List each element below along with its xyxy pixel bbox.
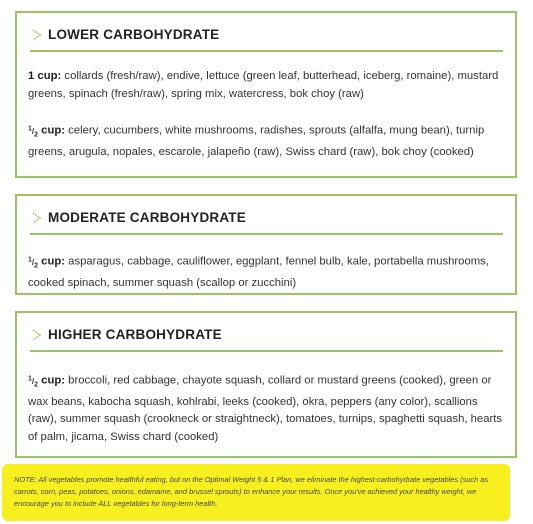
serving-amount: cup: xyxy=(38,255,66,268)
vegetable-list-text: broccoli, red cabbage, chayote squash, collard or mustard greens (cooked), green or wax beans, kabocha squash, kohlrabi, leeks (cooked), okra, peppers (any color), scallions (raw), summer squash (crookneck or straightneck), tomatoes, turnips, spaghetti squash, hearts of palm, jicama, Swiss chard (cooked) xyxy=(28,374,503,443)
fraction-half: $^1/_2$ xyxy=(28,125,39,139)
chevron-right-icon xyxy=(30,328,44,342)
serving-list xyxy=(28,68,507,103)
section-header xyxy=(30,209,503,235)
vegetable-list-text: collards (fresh/raw), endive, lettuce (green leaf, butterhead, iceberg, romaine), mustard greens, spinach (fresh/raw), spring mix, watercress, bok choy (raw) xyxy=(28,70,499,100)
vegetable-list-text: celery, cucumbers, white mushrooms, radishes, sprouts (alfalfa, mung bean), turnip greens, arugula, nopales, escarole, jalapeño (raw), Swiss chard (raw), bok choy (cooked) xyxy=(28,124,485,158)
section-title: MODERATE CARBOHYDRATE xyxy=(48,210,246,225)
fraction-half: $^1/_2$ xyxy=(28,375,39,389)
serving-list xyxy=(28,251,507,292)
fraction-half: $^1/_2$ xyxy=(28,256,39,270)
serving-list xyxy=(28,370,507,446)
serving-amount: cup: xyxy=(38,124,66,137)
chevron-right-icon xyxy=(30,28,44,42)
serving-amount: cup: xyxy=(38,374,66,387)
moderate-carbohydrate-section xyxy=(15,194,517,295)
vegetable-list-text: asparagus, cabbage, cauliflower, eggplant, fennel bulb, kale, portabella mushrooms, cooked spinach, summer squash (scallop or zucchini) xyxy=(28,255,489,289)
section-header xyxy=(30,326,503,352)
lower-carbohydrate-section xyxy=(15,11,517,178)
section-title: HIGHER CARBOHYDRATE xyxy=(48,327,222,342)
serving-amount: 1 cup: xyxy=(28,70,62,82)
chevron-right-icon xyxy=(30,211,44,225)
section-title: LOWER CARBOHYDRATE xyxy=(48,27,220,42)
highlighted-note: NOTE: All vegetables promote healthful eating, but on the Optimal Weight 5 & 1 Plan, we eliminate the highest-carbohydrate vegetables (such as carrots, corn, peas, potatoes, onions, edamame, and brussel sprouts) to enhance your results. Once you've achieved your healthy weight, we encourage you to include ALL vegetables for long-term health. xyxy=(2,464,510,521)
serving-list xyxy=(28,120,507,161)
higher-carbohydrate-section xyxy=(15,311,517,458)
section-header xyxy=(30,26,503,52)
